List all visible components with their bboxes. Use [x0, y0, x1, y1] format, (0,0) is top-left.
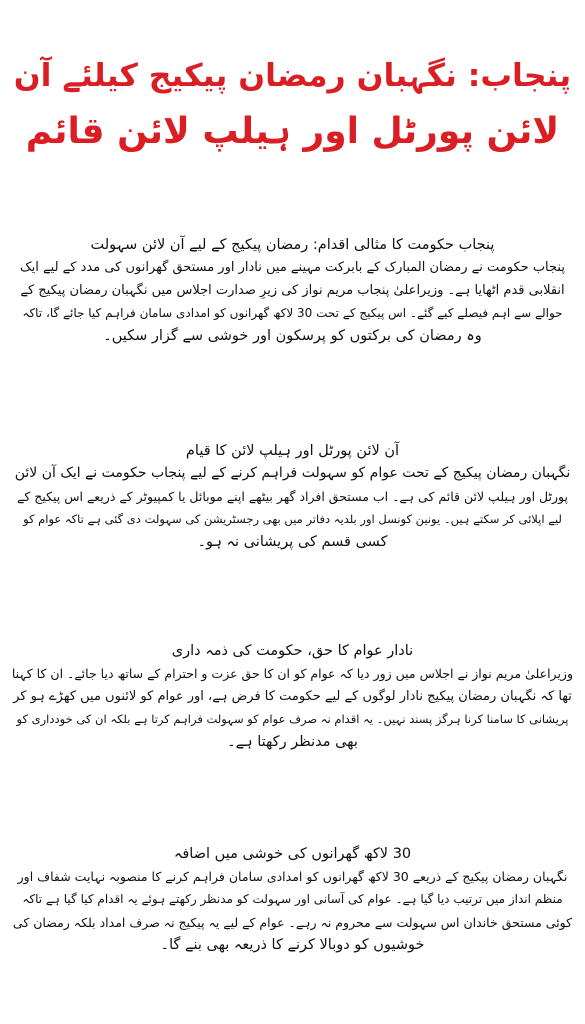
section-households-happiness — [12, 843, 573, 957]
body-line: نگہبان رمضان پیکیج کے ذریعے 30 لاکھ گھرانوں کو امدادی سامان فراہم کرنے کا منصوبہ نہایت شفاف اور — [17, 869, 568, 884]
body-line: انقلابی قدم اٹھایا ہے۔ وزیراعلیٰ پنجاب مریم نواز کی زیرِ صدارت اجلاس میں نگہبان رمضان پیکیج کے — [20, 283, 565, 298]
body-line: خوشیوں کو دوبالا کرنے کا ذریعہ بھی بنے گا۔ — [160, 937, 425, 953]
body-line: وزیراعلیٰ مریم نواز نے اجلاس میں زور دیا کہ عوام کو ان کا حق عزت و احترام کے ساتھ دیا جائے۔ ان کا کہنا — [12, 666, 573, 681]
section-body — [12, 662, 573, 754]
body-line: لیے اپلائی کر سکتے ہیں۔ یونین کونسل اور بلدیہ دفاتر میں بھی رجسٹریشن کی سہولت دی گئی ہے تاکہ عوام کو — [23, 512, 562, 526]
body-line: پنجاب حکومت نے رمضان المبارک کے بابرکت مہینے میں نادار اور مستحق گھرانوں کی مدد کے لیے ایک — [20, 260, 565, 275]
section-government-duty — [12, 640, 573, 754]
section-body — [12, 256, 573, 348]
section-portal-helpline — [12, 440, 573, 554]
section-body — [12, 462, 573, 554]
section-online-facility — [12, 234, 573, 348]
section-heading: نادار عوام کا حق، حکومت کی ذمہ داری — [171, 643, 414, 659]
body-line: تھا کہ نگہبان رمضان پیکیج نادار لوگوں کے لیے حکومت کا فرض ہے، اور عوام کو لائنوں میں کھڑے ہو کر — [13, 689, 572, 704]
section-heading: پنجاب حکومت کا مثالی اقدام: رمضان پیکیج کے لیے آن لائن سہولت — [90, 237, 495, 253]
section-body — [12, 865, 573, 957]
body-line: منظم انداز میں ترتیب دیا گیا ہے۔ عوام کی آسانی اور سہولت کو مدنظر رکھتے ہوئے یہ اقدام کیا گیا ہے تاکہ — [22, 892, 563, 906]
section-heading: 30 لاکھ گھرانوں کی خوشی میں اضافہ — [173, 846, 412, 862]
body-line: پورٹل اور ہیلپ لائن قائم کی ہے۔ اب مستحق افراد گھر بیٹھے اپنے موبائل یا کمپیوٹر کے ذریعے اس پیکیج کے — [17, 489, 568, 504]
body-line: کوئی مستحق خاندان اس سہولت سے محروم نہ رہے۔ عوام کے لیے یہ پیکیج نہ صرف امداد بلکہ رمضان کی — [12, 915, 573, 930]
body-line: بھی مدنظر رکھتا ہے۔ — [227, 734, 358, 750]
article-headline — [10, 48, 575, 160]
headline-line-1: پنجاب: نگہبان رمضان پیکیج کیلئے آن — [13, 58, 572, 94]
body-line: کسی قسم کی پریشانی نہ ہو۔ — [197, 534, 388, 550]
section-heading: آن لائن پورٹل اور ہیلپ لائن کا قیام — [185, 443, 400, 459]
body-line: حوالے سے اہم فیصلے کیے گئے۔ اس پیکیج کے تحت 30 لاکھ گھرانوں کو امدادی سامان فراہم کیا جائے گا، تاکہ — [22, 306, 563, 320]
headline-line-2: لائن پورٹل اور ہیلپ لائن قائم — [25, 111, 560, 152]
body-line: پریشانی کا سامنا کرنا ہرگز پسند نہیں۔ یہ اقدام نہ صرف عوام کو سہولت فراہم کرتا ہے بلکہ ان کی خودداری کو — [16, 712, 569, 726]
body-line: وہ رمضان کی برکتوں کو پرسکون اور خوشی سے گزار سکیں۔ — [103, 328, 482, 344]
body-line: نگہبان رمضان پیکیج کے تحت عوام کو سہولت فراہم کرنے کے لیے پنجاب حکومت نے ایک آن لائن — [14, 465, 571, 481]
